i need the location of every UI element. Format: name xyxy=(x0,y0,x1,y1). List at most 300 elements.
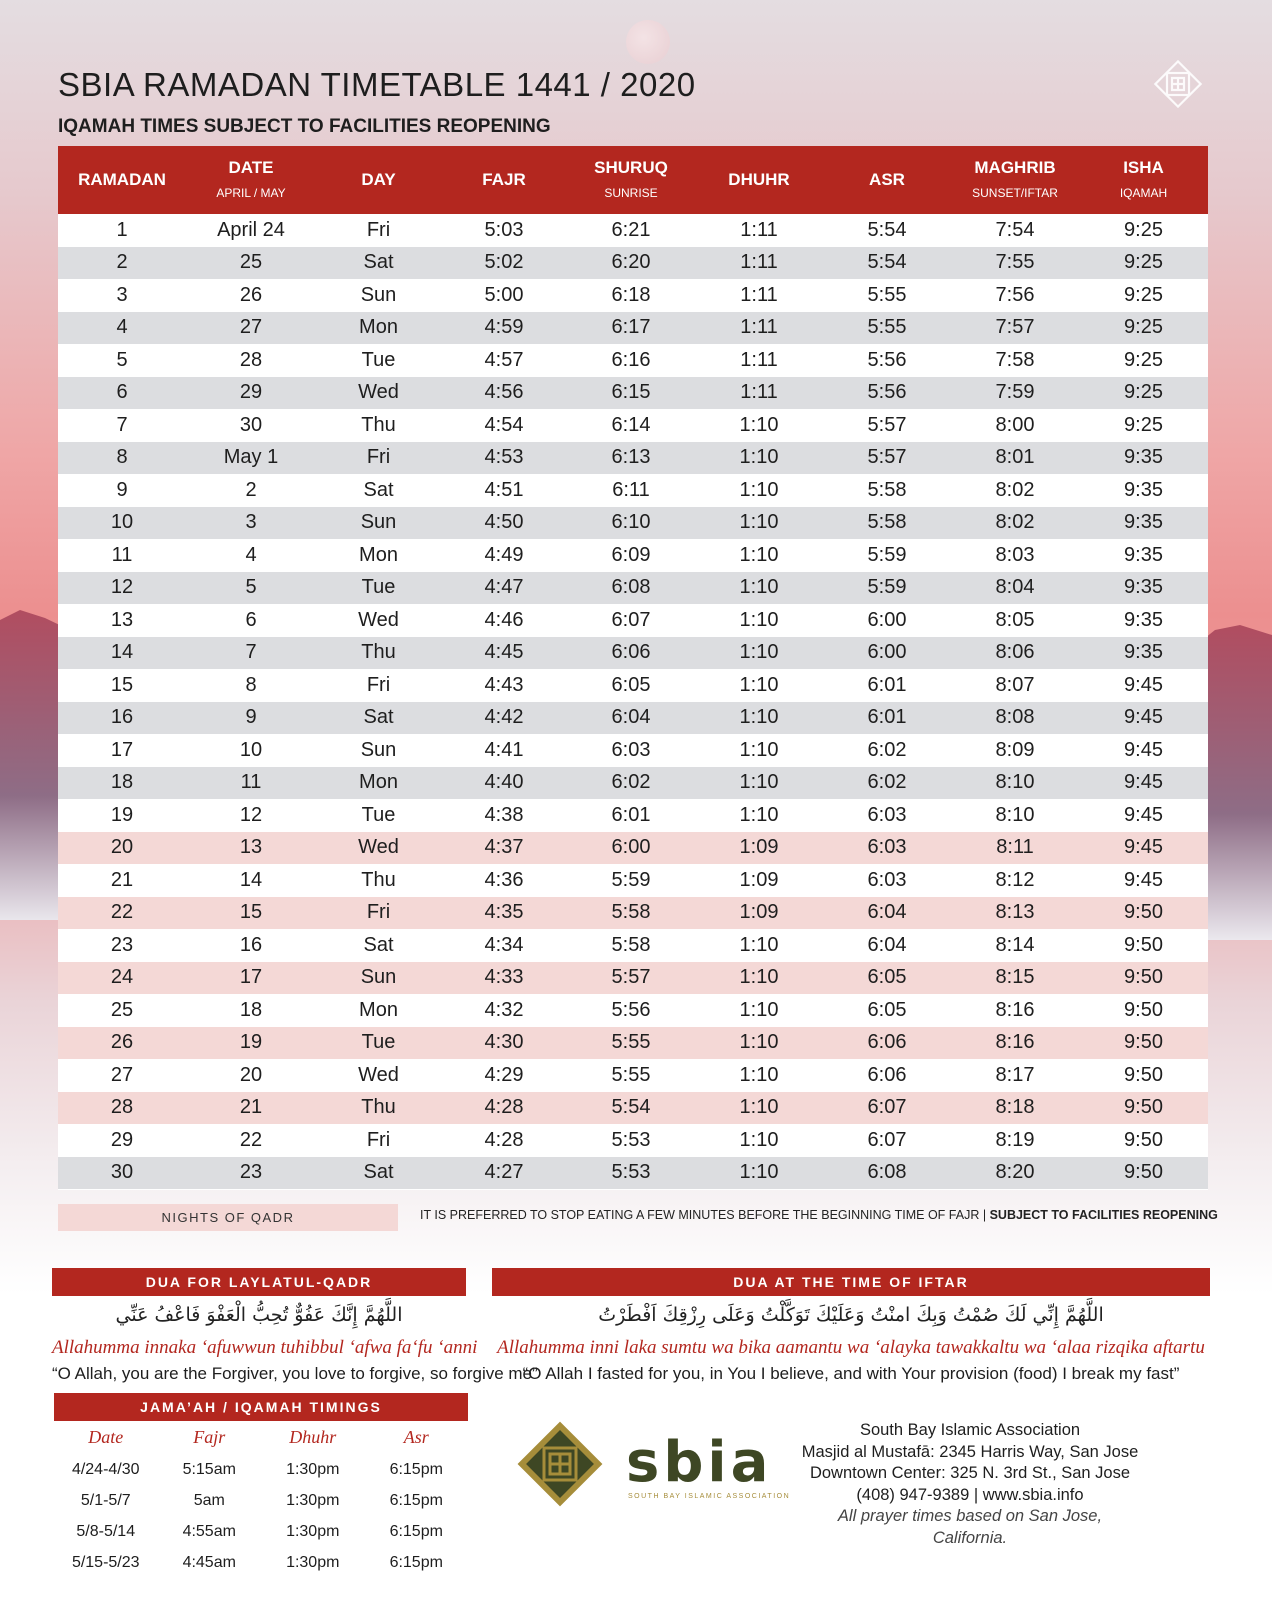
cell-maghrib: 8:20 xyxy=(951,1157,1079,1190)
table-row xyxy=(58,1059,1208,1092)
column-label: MAGHRIB xyxy=(974,157,1056,177)
table-row xyxy=(58,409,1208,442)
timetable-header xyxy=(58,146,1208,214)
cell-dhuhr: 1:10 xyxy=(695,539,823,572)
cell-fajr: 4:45 xyxy=(441,637,567,670)
cell-asr: 6:05 xyxy=(823,994,951,1027)
cell-ramadan: 6 xyxy=(58,377,186,410)
cell-dhuhr: 1:10 xyxy=(695,409,823,442)
cell-dhuhr: 1:10 xyxy=(695,1092,823,1125)
iqamah-row xyxy=(54,1516,468,1547)
cell-fajr: 4:59 xyxy=(441,312,567,345)
cell-dhuhr: 1:11 xyxy=(695,377,823,410)
cell-dhuhr: 1:09 xyxy=(695,864,823,897)
cell-shuruq: 6:17 xyxy=(567,312,695,345)
iqamah-cell: 5am xyxy=(193,1491,225,1509)
table-row xyxy=(58,214,1208,247)
cell-maghrib: 8:12 xyxy=(951,864,1079,897)
table-row xyxy=(58,507,1208,540)
cell-maghrib: 8:08 xyxy=(951,702,1079,735)
cell-asr: 6:04 xyxy=(823,897,951,930)
iqamah-cell: 6:15pm xyxy=(389,1491,443,1509)
cell-shuruq: 6:15 xyxy=(567,377,695,410)
cell-day: Fri xyxy=(316,897,441,930)
cell-isha: 9:45 xyxy=(1079,767,1208,800)
table-row xyxy=(58,994,1208,1027)
cell-shuruq: 6:02 xyxy=(567,767,695,800)
cell-day: Fri xyxy=(316,1124,441,1157)
iqamah-cell: 4:55am xyxy=(182,1522,236,1540)
cell-asr: 5:58 xyxy=(823,474,951,507)
cell-asr: 6:03 xyxy=(823,864,951,897)
cell-day: Sun xyxy=(316,734,441,767)
cell-shuruq: 5:58 xyxy=(567,929,695,962)
cell-day: Sat xyxy=(316,247,441,280)
cell-isha: 9:45 xyxy=(1079,669,1208,702)
cell-shuruq: 6:16 xyxy=(567,344,695,377)
cell-maghrib: 7:58 xyxy=(951,344,1079,377)
cell-ramadan: 1 xyxy=(58,214,186,247)
cell-fajr: 4:30 xyxy=(441,1027,567,1060)
cell-shuruq: 5:54 xyxy=(567,1092,695,1125)
cell-dhuhr: 1:10 xyxy=(695,442,823,475)
iqamah-row xyxy=(54,1454,468,1485)
cell-isha: 9:35 xyxy=(1079,572,1208,605)
cell-maghrib: 8:14 xyxy=(951,929,1079,962)
cell-ramadan: 28 xyxy=(58,1092,186,1125)
column-header-dhuhr xyxy=(695,146,823,214)
cell-isha: 9:50 xyxy=(1079,1157,1208,1190)
cell-fajr: 4:28 xyxy=(441,1092,567,1125)
cell-date: 6 xyxy=(186,604,316,637)
cell-fajr: 4:36 xyxy=(441,864,567,897)
cell-date: 16 xyxy=(186,929,316,962)
cell-date: 5 xyxy=(186,572,316,605)
cell-ramadan: 8 xyxy=(58,442,186,475)
iqamah-cell: 5/15-5/23 xyxy=(71,1553,140,1571)
cell-isha: 9:35 xyxy=(1079,604,1208,637)
cell-date: 7 xyxy=(186,637,316,670)
cell-dhuhr: 1:11 xyxy=(695,279,823,312)
cell-maghrib: 7:56 xyxy=(951,279,1079,312)
cell-shuruq: 6:01 xyxy=(567,799,695,832)
table-row xyxy=(58,1157,1208,1190)
phone-website: (408) 947-9389 | www.sbia.info xyxy=(856,1485,1084,1504)
cell-shuruq: 6:06 xyxy=(567,637,695,670)
cell-isha: 9:35 xyxy=(1079,507,1208,540)
cell-date: 17 xyxy=(186,962,316,995)
cell-asr: 5:55 xyxy=(823,279,951,312)
cell-shuruq: 6:00 xyxy=(567,832,695,865)
dua-qadr-transliteration: Allahumma innaka ‘afuwwun tuhibbul ‘afwa fa‘fu ‘anni xyxy=(52,1337,478,1358)
cell-maghrib: 8:15 xyxy=(951,962,1079,995)
iqamah-cell: 6:15pm xyxy=(389,1460,443,1478)
cell-date: 18 xyxy=(186,994,316,1027)
cell-date: 29 xyxy=(186,377,316,410)
cell-maghrib: 8:02 xyxy=(951,507,1079,540)
cell-date: April 24 xyxy=(186,214,316,247)
timetable xyxy=(58,146,1208,1190)
cell-ramadan: 7 xyxy=(58,409,186,442)
cell-isha: 9:50 xyxy=(1079,1059,1208,1092)
cell-date: 11 xyxy=(186,767,316,800)
page-title: SBIA RAMADAN TIMETABLE 1441 / 2020 xyxy=(58,66,696,103)
cell-isha: 9:45 xyxy=(1079,832,1208,865)
cell-date: 14 xyxy=(186,864,316,897)
cell-asr: 5:57 xyxy=(823,442,951,475)
cell-shuruq: 5:53 xyxy=(567,1124,695,1157)
cell-maghrib: 8:10 xyxy=(951,799,1079,832)
cell-maghrib: 8:10 xyxy=(951,767,1079,800)
cell-maghrib: 7:57 xyxy=(951,312,1079,345)
cell-maghrib: 8:03 xyxy=(951,539,1079,572)
iqamah-cell: 4/24-4/30 xyxy=(71,1460,140,1478)
cell-day: Sun xyxy=(316,962,441,995)
cell-isha: 9:50 xyxy=(1079,1124,1208,1157)
cell-date: 4 xyxy=(186,539,316,572)
cell-maghrib: 7:59 xyxy=(951,377,1079,410)
cell-asr: 5:56 xyxy=(823,344,951,377)
cell-fajr: 4:49 xyxy=(441,539,567,572)
table-row xyxy=(58,474,1208,507)
cell-shuruq: 6:04 xyxy=(567,702,695,735)
cell-asr: 6:06 xyxy=(823,1059,951,1092)
table-row xyxy=(58,864,1208,897)
cell-dhuhr: 1:10 xyxy=(695,604,823,637)
column-header-maghrib xyxy=(951,146,1079,214)
cell-asr: 6:02 xyxy=(823,734,951,767)
iqamah-cell: 1:30pm xyxy=(286,1553,340,1571)
cell-isha: 9:35 xyxy=(1079,637,1208,670)
cell-dhuhr: 1:10 xyxy=(695,799,823,832)
cell-asr: 6:06 xyxy=(823,1027,951,1060)
cell-isha: 9:25 xyxy=(1079,409,1208,442)
cell-dhuhr: 1:10 xyxy=(695,767,823,800)
column-sublabel: IQAMAH xyxy=(1119,185,1168,200)
cell-fajr: 4:43 xyxy=(441,669,567,702)
table-row-qadr-night xyxy=(58,962,1208,995)
cell-asr: 5:54 xyxy=(823,247,951,280)
cell-isha: 9:50 xyxy=(1079,962,1208,995)
table-row xyxy=(58,344,1208,377)
cell-isha: 9:25 xyxy=(1079,279,1208,312)
cell-ramadan: 25 xyxy=(58,994,186,1027)
cell-day: Fri xyxy=(316,214,441,247)
column-sublabel: APRIL / MAY xyxy=(216,185,286,200)
cell-shuruq: 5:56 xyxy=(567,994,695,1027)
cell-dhuhr: 1:10 xyxy=(695,929,823,962)
cell-asr: 5:55 xyxy=(823,312,951,345)
cell-ramadan: 16 xyxy=(58,702,186,735)
cell-day: Thu xyxy=(316,1092,441,1125)
cell-shuruq: 6:07 xyxy=(567,604,695,637)
cell-shuruq: 5:58 xyxy=(567,897,695,930)
cell-isha: 9:50 xyxy=(1079,929,1208,962)
cell-asr: 6:00 xyxy=(823,637,951,670)
cell-shuruq: 5:57 xyxy=(567,962,695,995)
cell-isha: 9:50 xyxy=(1079,1092,1208,1125)
cell-shuruq: 5:53 xyxy=(567,1157,695,1190)
table-row xyxy=(58,637,1208,670)
cell-maghrib: 8:16 xyxy=(951,1027,1079,1060)
cell-ramadan: 3 xyxy=(58,279,186,312)
cell-dhuhr: 1:10 xyxy=(695,962,823,995)
iqamah-header-dhuhr: Dhuhr xyxy=(289,1426,337,1447)
cell-ramadan: 20 xyxy=(58,832,186,865)
cell-day: Sat xyxy=(316,702,441,735)
cell-shuruq: 6:09 xyxy=(567,539,695,572)
cell-day: Wed xyxy=(316,604,441,637)
cell-maghrib: 8:16 xyxy=(951,994,1079,1027)
cell-dhuhr: 1:10 xyxy=(695,637,823,670)
cell-dhuhr: 1:11 xyxy=(695,247,823,280)
cell-fajr: 4:41 xyxy=(441,734,567,767)
cell-isha: 9:25 xyxy=(1079,214,1208,247)
cell-fajr: 5:03 xyxy=(441,214,567,247)
table-row xyxy=(58,767,1208,800)
cell-day: Thu xyxy=(316,409,441,442)
table-row xyxy=(58,539,1208,572)
column-sublabel: SUNSET/IFTAR xyxy=(972,185,1058,200)
dua-qadr-title: DUA FOR LAYLATUL-QADR xyxy=(52,1268,466,1296)
cell-date: May 1 xyxy=(186,442,316,475)
iqamah-cell: 5/1-5/7 xyxy=(80,1491,131,1509)
cell-fajr: 4:28 xyxy=(441,1124,567,1157)
column-header-day xyxy=(316,146,441,214)
cell-ramadan: 21 xyxy=(58,864,186,897)
cell-asr: 6:04 xyxy=(823,929,951,962)
cell-fajr: 4:47 xyxy=(441,572,567,605)
cell-fajr: 4:51 xyxy=(441,474,567,507)
table-row-qadr-night xyxy=(58,897,1208,930)
cell-fajr: 4:29 xyxy=(441,1059,567,1092)
cell-maghrib: 8:11 xyxy=(951,832,1079,865)
iqamah-cell: 6:15pm xyxy=(389,1522,443,1540)
cell-asr: 5:59 xyxy=(823,572,951,605)
cell-shuruq: 6:08 xyxy=(567,572,695,605)
cell-date: 27 xyxy=(186,312,316,345)
cell-asr: 5:58 xyxy=(823,507,951,540)
iqamah-row xyxy=(54,1547,468,1578)
cell-day: Wed xyxy=(316,1059,441,1092)
cell-ramadan: 18 xyxy=(58,767,186,800)
cell-ramadan: 15 xyxy=(58,669,186,702)
cell-dhuhr: 1:10 xyxy=(695,1124,823,1157)
cell-ramadan: 11 xyxy=(58,539,186,572)
cell-maghrib: 8:18 xyxy=(951,1092,1079,1125)
cell-dhuhr: 1:10 xyxy=(695,572,823,605)
cell-shuruq: 5:59 xyxy=(567,864,695,897)
cell-ramadan: 24 xyxy=(58,962,186,995)
column-label: SHURUQ xyxy=(594,157,668,177)
cell-shuruq: 6:03 xyxy=(567,734,695,767)
cell-asr: 6:05 xyxy=(823,962,951,995)
cell-ramadan: 14 xyxy=(58,637,186,670)
cell-date: 28 xyxy=(186,344,316,377)
cell-fajr: 5:00 xyxy=(441,279,567,312)
iqamah-header-fajr: Fajr xyxy=(193,1426,226,1447)
cell-day: Mon xyxy=(316,994,441,1027)
cell-dhuhr: 1:10 xyxy=(695,1157,823,1190)
column-label: RAMADAN xyxy=(78,170,166,189)
cell-fajr: 4:34 xyxy=(441,929,567,962)
cell-day: Sat xyxy=(316,1157,441,1190)
cell-dhuhr: 1:10 xyxy=(695,474,823,507)
column-label: DAY xyxy=(361,170,396,189)
cell-dhuhr: 1:10 xyxy=(695,734,823,767)
table-row xyxy=(58,929,1208,962)
cell-asr: 6:03 xyxy=(823,799,951,832)
cell-day: Tue xyxy=(316,572,441,605)
cell-date: 12 xyxy=(186,799,316,832)
table-row xyxy=(58,799,1208,832)
cell-day: Tue xyxy=(316,799,441,832)
cell-isha: 9:25 xyxy=(1079,312,1208,345)
sbia-calligraphy-icon xyxy=(1150,56,1206,112)
dua-qadr-meaning: “O Allah, you are the Forgiver, you love to forgive, so forgive me” xyxy=(52,1364,538,1383)
cell-ramadan: 22 xyxy=(58,897,186,930)
cell-dhuhr: 1:10 xyxy=(695,1059,823,1092)
cell-day: Thu xyxy=(316,864,441,897)
cell-ramadan: 29 xyxy=(58,1124,186,1157)
column-header-fajr xyxy=(441,146,567,214)
cell-dhuhr: 1:10 xyxy=(695,1027,823,1060)
note-bold-text: SUBJECT TO FACILITIES REOPENING xyxy=(989,1208,1218,1222)
cell-dhuhr: 1:11 xyxy=(695,312,823,345)
cell-ramadan: 2 xyxy=(58,247,186,280)
dua-iftar-transliteration: Allahumma inni laka sumtu wa bika aamantu wa ‘alayka tawakkaltu wa ‘alaa rizqika aftartu xyxy=(497,1337,1205,1358)
cell-shuruq: 6:18 xyxy=(567,279,695,312)
cell-maghrib: 8:02 xyxy=(951,474,1079,507)
cell-day: Wed xyxy=(316,832,441,865)
address-masjid: Masjid al Mustafā: 2345 Harris Way, San Jose xyxy=(801,1442,1139,1461)
cell-isha: 9:35 xyxy=(1079,442,1208,475)
cell-shuruq: 5:55 xyxy=(567,1059,695,1092)
cell-ramadan: 26 xyxy=(58,1027,186,1060)
column-label: FAJR xyxy=(482,170,526,189)
table-row-qadr-night xyxy=(58,832,1208,865)
cell-fajr: 4:50 xyxy=(441,507,567,540)
cell-shuruq: 5:55 xyxy=(567,1027,695,1060)
table-row xyxy=(58,312,1208,345)
cell-date: 22 xyxy=(186,1124,316,1157)
iqamah-cell: 1:30pm xyxy=(286,1460,340,1478)
cell-fajr: 4:42 xyxy=(441,702,567,735)
cell-day: Mon xyxy=(316,767,441,800)
cell-ramadan: 17 xyxy=(58,734,186,767)
cell-asr: 5:56 xyxy=(823,377,951,410)
column-label: ASR xyxy=(869,170,905,189)
cell-shuruq: 6:11 xyxy=(567,474,695,507)
sbia-tagline: SOUTH BAY ISLAMIC ASSOCIATION xyxy=(628,1493,791,1500)
column-header-ramadan xyxy=(58,146,186,214)
fasting-note-text: IT IS PREFERRED TO STOP EATING A FEW MINUTES BEFORE THE BEGINNING TIME OF FAJR xyxy=(420,1208,980,1222)
column-header-isha xyxy=(1079,146,1208,214)
cell-shuruq: 6:10 xyxy=(567,507,695,540)
cell-asr: 5:59 xyxy=(823,539,951,572)
dua-iftar-title: DUA AT THE TIME OF IFTAR xyxy=(492,1268,1210,1296)
cell-ramadan: 23 xyxy=(58,929,186,962)
cell-asr: 6:02 xyxy=(823,767,951,800)
iqamah-cell: 1:30pm xyxy=(286,1522,340,1540)
cell-fajr: 4:32 xyxy=(441,994,567,1027)
cell-isha: 9:50 xyxy=(1079,897,1208,930)
table-row xyxy=(58,572,1208,605)
column-sublabel: SUNRISE xyxy=(604,185,658,200)
page-subtitle: IQAMAH TIMES SUBJECT TO FACILITIES REOPENING xyxy=(58,116,551,137)
cell-isha: 9:25 xyxy=(1079,377,1208,410)
cell-date: 15 xyxy=(186,897,316,930)
table-row xyxy=(58,442,1208,475)
cell-maghrib: 8:05 xyxy=(951,604,1079,637)
note-separator: | xyxy=(982,1208,987,1222)
cell-date: 8 xyxy=(186,669,316,702)
cell-fajr: 4:35 xyxy=(441,897,567,930)
cell-isha: 9:45 xyxy=(1079,864,1208,897)
cell-ramadan: 30 xyxy=(58,1157,186,1190)
cell-day: Sat xyxy=(316,474,441,507)
cell-isha: 9:25 xyxy=(1079,344,1208,377)
iqamah-cell: 6:15pm xyxy=(389,1553,443,1571)
moon-illustration xyxy=(626,20,670,64)
column-header-asr xyxy=(823,146,951,214)
column-label: ISHA xyxy=(1123,157,1164,177)
cell-date: 9 xyxy=(186,702,316,735)
cell-date: 21 xyxy=(186,1092,316,1125)
fasting-note xyxy=(420,1208,1218,1222)
nights-of-qadr-legend: NIGHTS OF QADR xyxy=(58,1204,398,1231)
cell-asr: 6:01 xyxy=(823,669,951,702)
dua-iftar-meaning: “O Allah I fasted for you, in You I believe, and with Your provision (food) I break my fast” xyxy=(522,1364,1180,1383)
iqamah-table xyxy=(54,1420,468,1578)
table-row xyxy=(58,604,1208,637)
cell-dhuhr: 1:09 xyxy=(695,897,823,930)
cell-asr: 6:07 xyxy=(823,1092,951,1125)
cell-isha: 9:45 xyxy=(1079,702,1208,735)
table-row-qadr-night xyxy=(58,1092,1208,1125)
cell-date: 13 xyxy=(186,832,316,865)
cell-asr: 6:03 xyxy=(823,832,951,865)
iqamah-cell: 1:30pm xyxy=(286,1491,340,1509)
cell-ramadan: 10 xyxy=(58,507,186,540)
cell-ramadan: 13 xyxy=(58,604,186,637)
sbia-wordmark: sbia xyxy=(626,1430,773,1495)
table-row-qadr-night xyxy=(58,1027,1208,1060)
cell-day: Mon xyxy=(316,312,441,345)
cell-isha: 9:50 xyxy=(1079,994,1208,1027)
cell-ramadan: 19 xyxy=(58,799,186,832)
cell-day: Sun xyxy=(316,279,441,312)
cell-day: Wed xyxy=(316,377,441,410)
cell-day: Sun xyxy=(316,507,441,540)
cell-ramadan: 9 xyxy=(58,474,186,507)
cell-fajr: 4:37 xyxy=(441,832,567,865)
cell-day: Mon xyxy=(316,539,441,572)
iqamah-row xyxy=(54,1485,468,1516)
cell-date: 25 xyxy=(186,247,316,280)
cell-day: Tue xyxy=(316,344,441,377)
cell-ramadan: 27 xyxy=(58,1059,186,1092)
table-row xyxy=(58,1124,1208,1157)
cell-asr: 5:54 xyxy=(823,214,951,247)
cell-day: Fri xyxy=(316,442,441,475)
cell-date: 26 xyxy=(186,279,316,312)
cell-asr: 5:57 xyxy=(823,409,951,442)
cell-fajr: 4:57 xyxy=(441,344,567,377)
table-row xyxy=(58,734,1208,767)
cell-isha: 9:25 xyxy=(1079,247,1208,280)
cell-date: 19 xyxy=(186,1027,316,1060)
